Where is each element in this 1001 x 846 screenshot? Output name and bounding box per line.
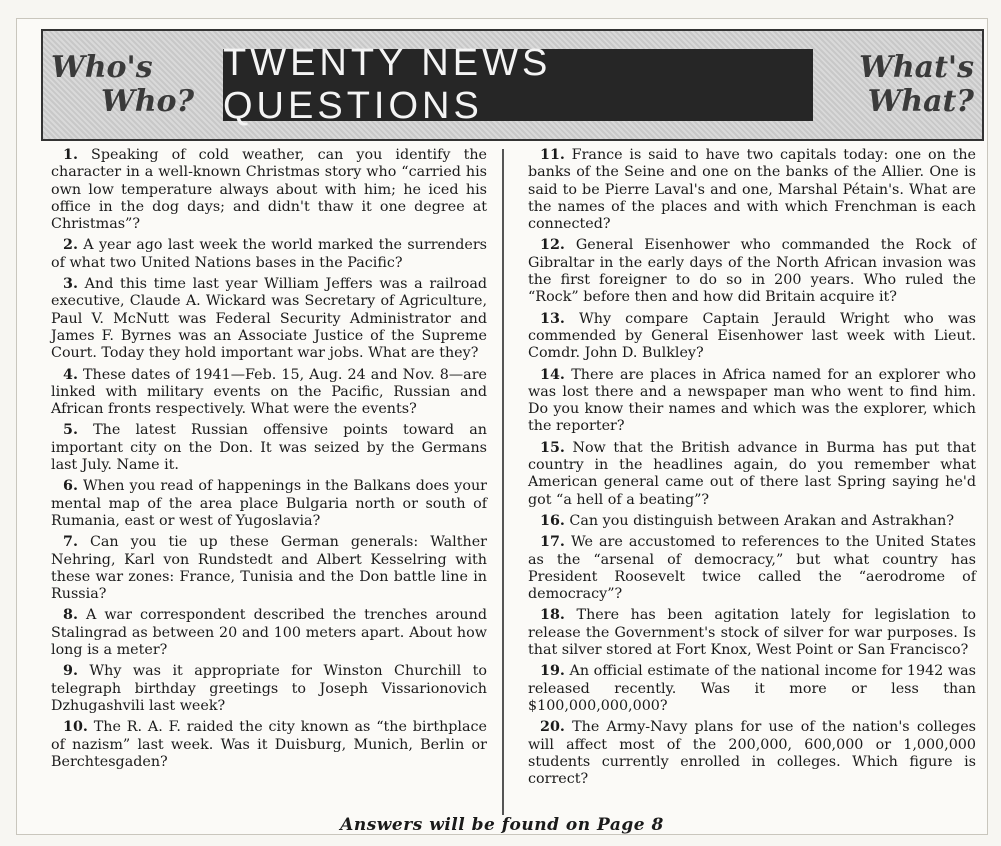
question-text: Now that the British advance in Burma has put that country in the headlines again, do you remember what American general came out of there last Spring saying he'd got “a hell of a beating”? (528, 439, 976, 508)
question-number: 19. (540, 663, 565, 680)
question-number: 20. (540, 719, 565, 736)
whats-what-line-2: What? (867, 84, 974, 119)
question-text: The latest Russian offensive points toward an important city on the Don. It was seized by the Germans last July. Name it. (51, 422, 487, 474)
question-item (51, 276, 487, 362)
whos-who-line-1: Who's (51, 50, 153, 85)
question-number: 9. (63, 663, 78, 680)
question-item (51, 422, 487, 474)
question-item (51, 478, 487, 530)
question-text: When you read of happenings in the Balkans does your mental map of the area place Bulgaria north or south of Rumania, east or west of Yugoslavia? (51, 478, 487, 529)
question-number: 12. (540, 237, 565, 254)
questions-column-left (51, 147, 487, 775)
column-divider (502, 149, 504, 815)
question-text: The R. A. F. raided the city known as “the birthplace of nazism” last week. Was it Duisburg, Munich, Berlin or Berchtesgaden? (51, 719, 487, 770)
question-number: 7. (63, 534, 78, 551)
question-text: These dates of 1941—Feb. 15, Aug. 24 and Nov. 8—are linked with military events on the Pacific, Russian and African fronts respectively. What were the events? (51, 366, 488, 418)
question-number: 17. (540, 534, 565, 551)
question-number: 11. (540, 147, 565, 163)
question-text: France is said to have two capitals today: one on the banks of the Seine and one on the banks of the Allier. One is said to be Pierre Laval's and one, Marshal Pétain's. What are the names of the places and with which Frenchman is each connected? (528, 147, 977, 233)
question-item (528, 719, 976, 788)
question-text: A year ago last week the world marked the surrenders of what two United Nations bases in the Pacific? (51, 237, 488, 271)
newspaper-clipping (16, 18, 988, 835)
question-item (51, 237, 487, 272)
question-text: Can you tie up these German generals: Walther Nehring, Karl von Rundstedt and Albert Kesselring with these war zones: France, Tunisia and the Don battle line in Russia? (51, 534, 487, 603)
question-text: Can you distinguish between Arakan and Astrakhan? (569, 512, 955, 529)
question-text: Why was it appropriate for Winston Churchill to telegraph birthday greetings to Joseph Vissarionovich Dzhugashvili last week? (51, 663, 487, 714)
question-item (528, 147, 976, 233)
question-text: There has been agitation lately for legislation to release the Government's stock of silver for war purposes. Is that silver stored at Fort Knox, West Point or San Francisco? (528, 607, 976, 659)
question-text: We are accustomed to references to the United States as the “arsenal of democracy,” but what country has President Roosevelt twice called the “aerodrome of democracy”? (528, 534, 977, 603)
question-text: General Eisenhower who commanded the Rock of Gibraltar in the early days of the North African invasion was the first foreigner to do so in 200 years. Who ruled the “Rock” before then and how did Britain acquire it? (528, 237, 976, 306)
question-number: 1. (63, 147, 78, 163)
question-number: 18. (540, 607, 565, 624)
question-number: 4. (63, 366, 78, 383)
questions-column-right (528, 147, 976, 792)
question-number: 15. (540, 439, 565, 456)
question-text: And this time last year William Jeffers was a railroad executive, Claude A. Wickard was Secretary of Agriculture, Paul V. McNutt was Federal Security Administrator and James F. Byrnes was an Associate Justice of the Supreme Court. Today they hold important war jobs. What are they? (51, 276, 488, 362)
header-banner (41, 29, 984, 141)
question-number: 14. (540, 366, 565, 383)
question-number: 8. (63, 607, 78, 624)
question-item (528, 607, 976, 659)
question-item (528, 663, 976, 715)
question-item (528, 311, 976, 363)
question-number: 2. (63, 237, 78, 254)
whats-what-line-1: What's (859, 50, 974, 85)
question-item (528, 237, 976, 306)
question-number: 16. (540, 512, 565, 529)
question-number: 10. (63, 719, 88, 736)
question-item (528, 440, 976, 509)
question-item (528, 534, 976, 603)
question-item (51, 663, 487, 715)
question-text: There are places in Africa named for an explorer who was lost there and a newspaper man who went to find him. Do you know their names and which was the explorer, which the reporter? (528, 366, 976, 435)
question-number: 5. (63, 422, 78, 439)
question-item (51, 367, 487, 419)
question-text: Speaking of cold weather, can you identify the character in a well-known Christmas story who “carried his own low temperature always about with him; he iced his office in the dog days; and didn't thaw it one degree at Christmas”? (51, 147, 487, 233)
question-number: 6. (63, 478, 78, 495)
question-item (51, 147, 487, 233)
whats-what-caption (824, 51, 974, 119)
title-box (223, 42, 813, 127)
question-item (51, 719, 487, 771)
page-title: TWENTY NEWS QUESTIONS (223, 42, 552, 127)
question-text: Why compare Captain Jerauld Wright who was commended by General Eisenhower last week with Lieut. Comdr. John D. Bulkley? (528, 310, 976, 362)
question-item (51, 534, 487, 603)
whos-who-line-2: Who? (101, 84, 195, 119)
whos-who-caption (51, 51, 211, 119)
question-text: The Army-Navy plans for use of the nation's colleges will affect most of the 200,000, 600,000 or 1,000,000 students currently enrolled in colleges. Which figure is correct? (528, 719, 976, 788)
answers-footer: Answers will be found on Page 8 (340, 815, 664, 835)
question-text: An official estimate of the national income for 1942 was released recently. Was it more or less than $100,000,000,000? (528, 663, 976, 714)
question-item (528, 513, 976, 530)
question-text: A war correspondent described the trenches around Stalingrad as between 20 and 100 meters apart. About how long is a meter? (51, 607, 487, 659)
question-item (528, 367, 976, 436)
question-item (51, 607, 487, 659)
question-number: 13. (540, 310, 565, 327)
question-number: 3. (63, 276, 78, 293)
